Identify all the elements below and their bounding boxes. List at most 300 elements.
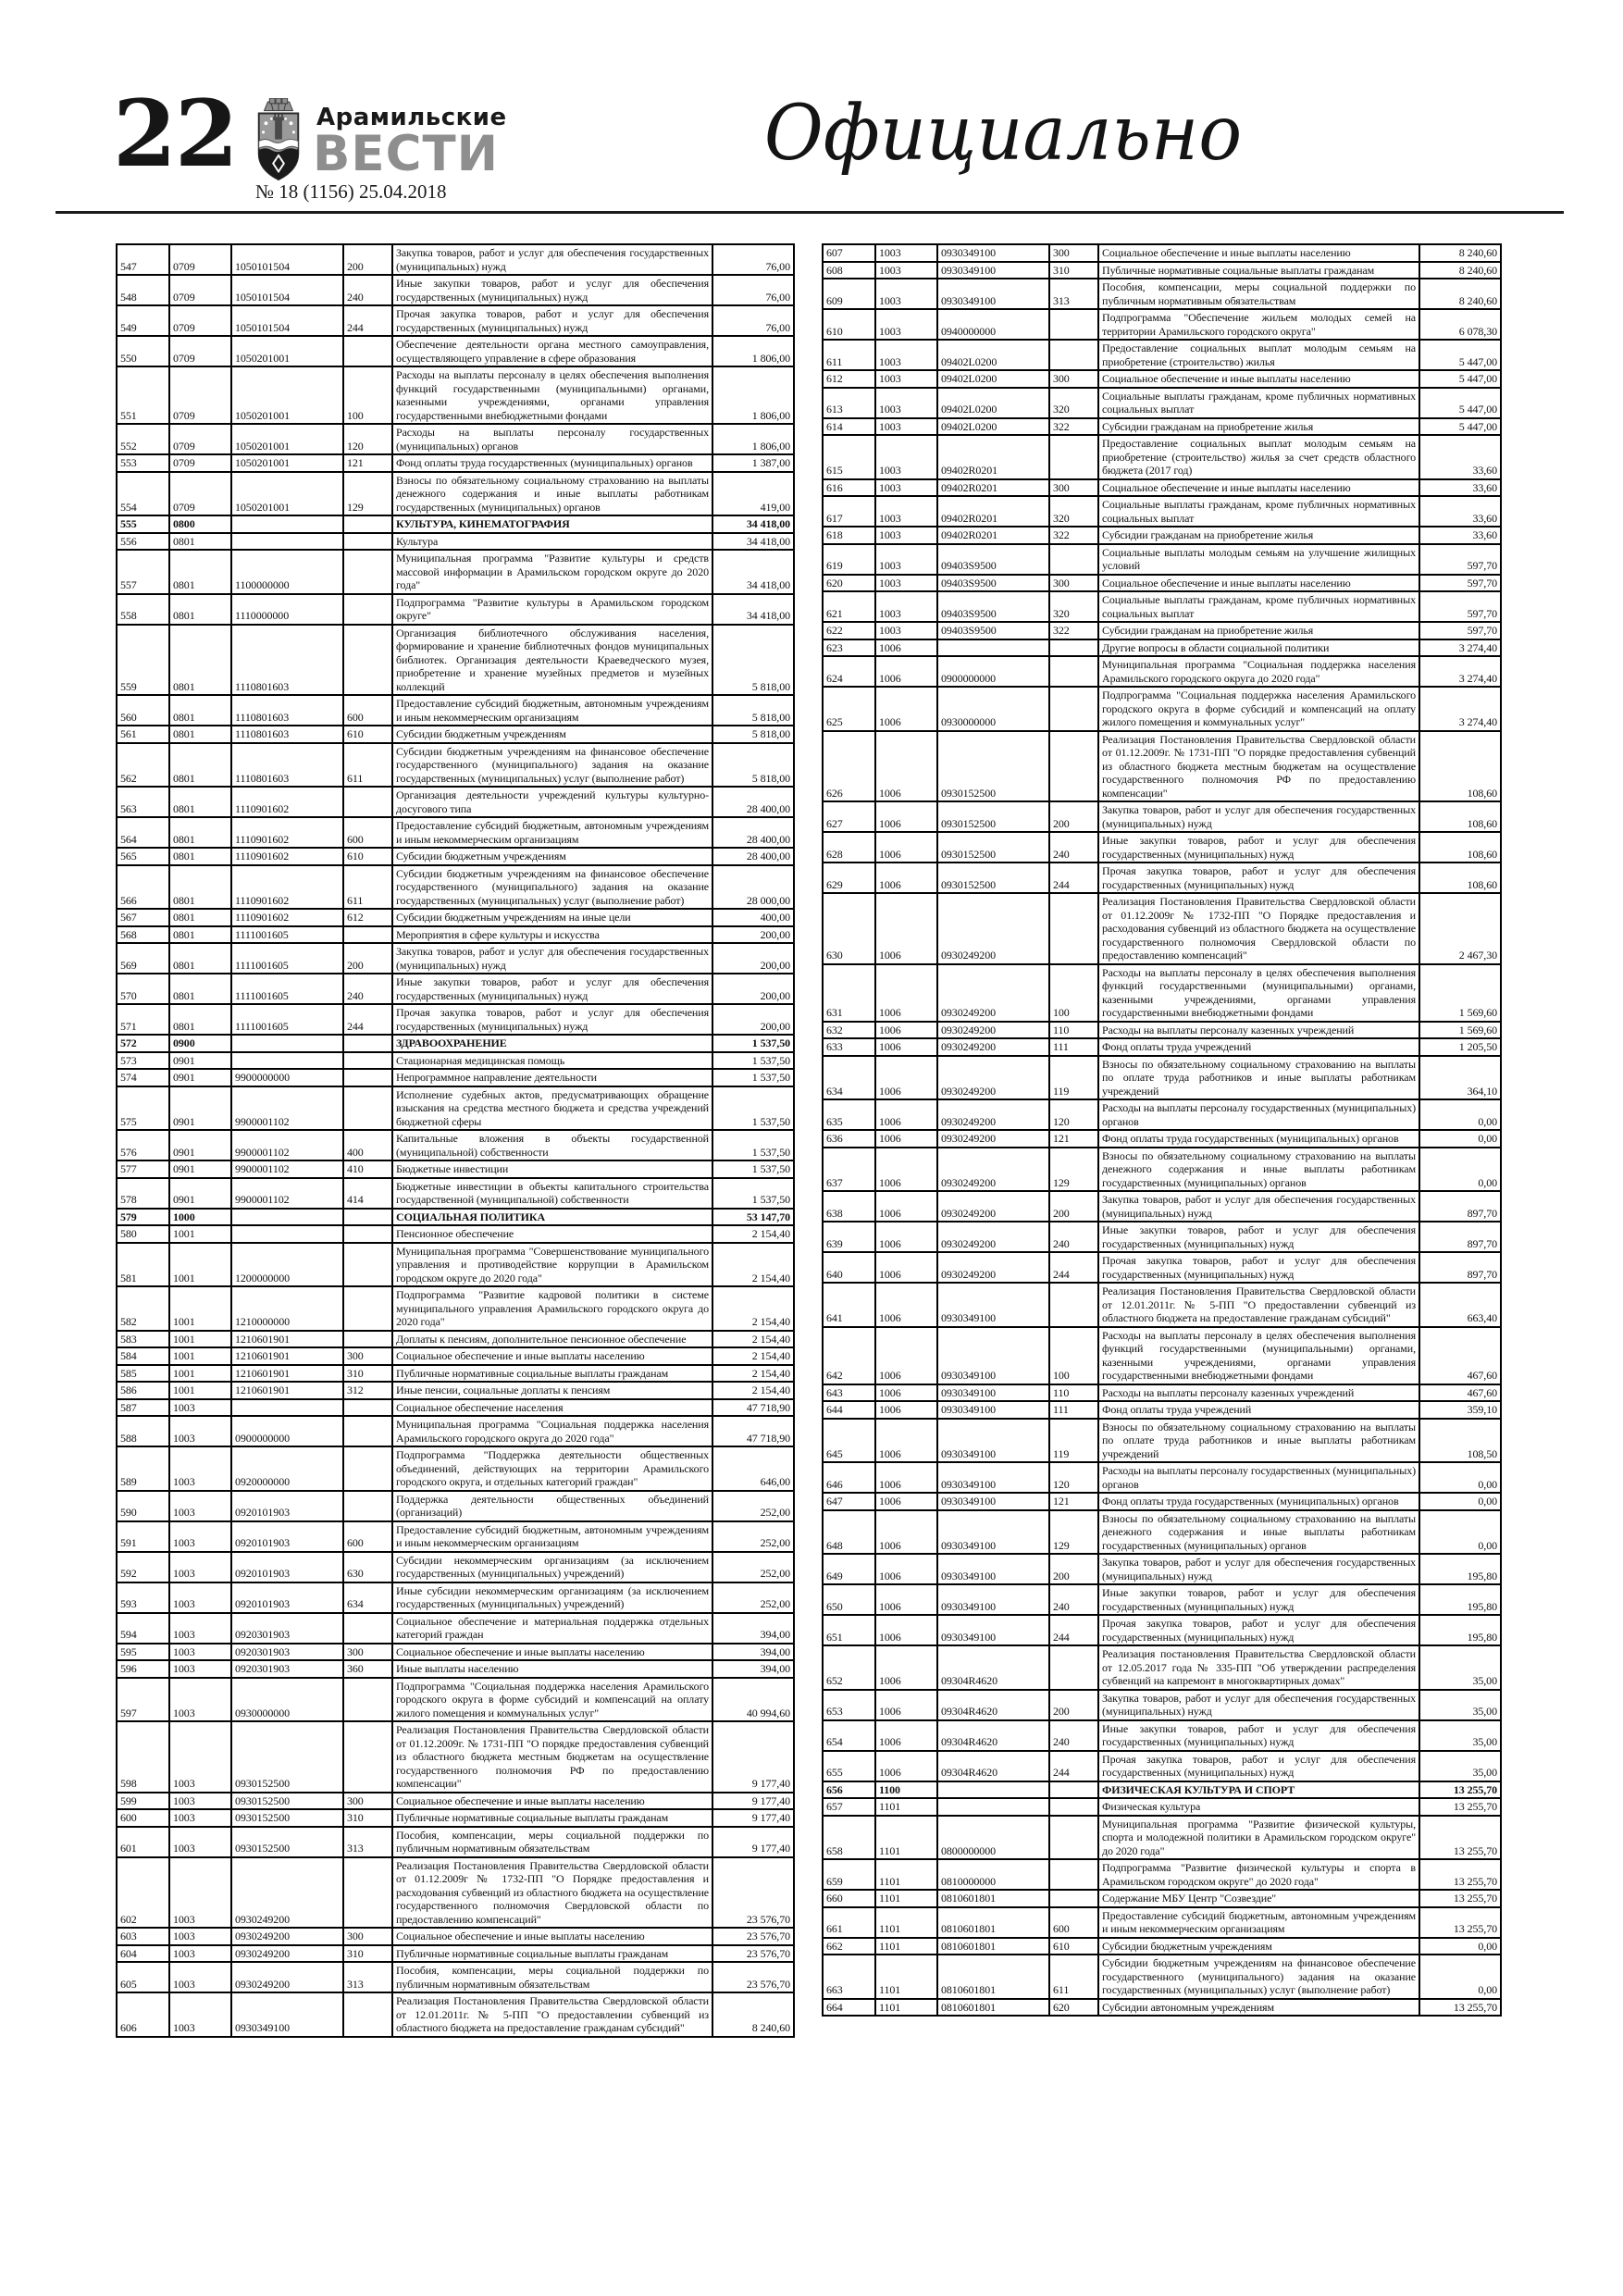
target-item-code-cell: 09402R0201 [937, 496, 1049, 527]
table-row [117, 625, 794, 696]
expense-name-cell: Субсидии бюджетным учреждениям [392, 726, 712, 743]
expense-type-code-cell: 240 [343, 974, 392, 1004]
expense-type-code-cell [343, 1052, 392, 1070]
expense-name-cell: Публичные нормативные социальные выплаты гражданам [392, 1809, 712, 1827]
target-item-code-cell: 0920101903 [231, 1491, 343, 1521]
section-code-cell: 1006 [875, 1384, 937, 1402]
expense-type-code-cell [1049, 1859, 1098, 1890]
table-row [117, 1225, 794, 1243]
expense-name-cell: Реализация Постановления Правительства Свердловской области от 12.01.2011г. № 5-ПП "О предоставлении субвенций из областного бюджета на предоставление гражданам субсидий" [392, 1992, 712, 2037]
row-number-cell: 608 [823, 262, 875, 279]
amount-cell: 1 537,50 [712, 1035, 794, 1052]
target-item-code-cell: 0930249200 [937, 1222, 1049, 1252]
expense-type-code-cell: 300 [1049, 575, 1098, 592]
section-code-cell: 1003 [169, 1552, 231, 1582]
section-code-cell: 1003 [169, 1660, 231, 1678]
target-item-code-cell: 1111001605 [231, 926, 343, 944]
amount-cell: 195,80 [1419, 1615, 1501, 1645]
expense-type-code-cell: 310 [343, 1809, 392, 1827]
expense-name-cell: Расходы на выплаты персоналу государственных (муниципальных) органов [1098, 1099, 1419, 1130]
page-number: 22 [113, 81, 237, 188]
expense-type-code-cell: 414 [343, 1178, 392, 1209]
row-number-cell: 554 [117, 472, 169, 516]
table-row [117, 1644, 794, 1661]
amount-cell: 0,00 [1419, 1955, 1501, 1999]
expense-type-code-cell [343, 1678, 392, 1722]
amount-cell: 9 177,40 [712, 1721, 794, 1793]
expense-type-code-cell [343, 1416, 392, 1446]
expense-name-cell: Иные закупки товаров, работ и услуг для обеспечения государственных (муниципальных) нужд [1098, 1222, 1419, 1252]
expense-name-cell: Взносы по обязательному социальному страхованию на выплаты денежного содержания и иные выплаты работникам государственных (муниципальных) органов [1098, 1510, 1419, 1555]
row-number-cell: 561 [117, 726, 169, 743]
table-row [823, 1462, 1501, 1493]
table-row [823, 1327, 1501, 1384]
target-item-code-cell: 0930152500 [937, 731, 1049, 802]
target-item-code-cell: 1050201001 [231, 472, 343, 516]
section-code-cell: 0801 [169, 1004, 231, 1035]
table-row [823, 1999, 1501, 2017]
table-row [823, 1584, 1501, 1615]
section-code-cell: 1101 [875, 1907, 937, 1938]
amount-cell: 13 255,70 [1419, 1798, 1501, 1816]
section-code-cell: 1003 [875, 622, 937, 639]
expense-type-code-cell: 300 [1049, 244, 1098, 262]
row-number-cell: 550 [117, 336, 169, 366]
expense-name-cell: Социальные выплаты молодым семьям на улучшение жилищных условий [1098, 544, 1419, 575]
target-item-code-cell: 0930349100 [937, 1493, 1049, 1510]
table-row [117, 1399, 794, 1417]
row-number-cell: 634 [823, 1056, 875, 1100]
expense-name-cell: Фонд оплаты труда государственных (муниципальных) органов [1098, 1130, 1419, 1148]
target-item-code-cell: 1110901602 [231, 787, 343, 817]
expense-type-code-cell: 129 [343, 472, 392, 516]
row-number-cell: 606 [117, 1992, 169, 2037]
expense-type-code-cell: 100 [343, 366, 392, 424]
row-number-cell: 555 [117, 515, 169, 533]
expense-name-cell: Субсидии бюджетным учреждениям [392, 848, 712, 865]
amount-cell: 597,70 [1419, 622, 1501, 639]
expense-name-cell: Закупка товаров, работ и услуг для обеспечения государственных (муниципальных) нужд [1098, 1191, 1419, 1222]
expense-type-code-cell: 110 [1049, 1022, 1098, 1039]
target-item-code-cell: 9900001102 [231, 1130, 343, 1160]
amount-cell: 13 255,70 [1419, 1999, 1501, 2017]
target-item-code-cell: 9900001102 [231, 1178, 343, 1209]
row-number-cell: 612 [823, 370, 875, 388]
table-row [117, 787, 794, 817]
amount-cell: 1 537,50 [712, 1086, 794, 1131]
expense-name-cell: Пособия, компенсации, меры социальной поддержки по публичным нормативным обязательствам [392, 1962, 712, 1992]
expense-type-code-cell: 320 [1049, 496, 1098, 527]
amount-cell: 23 576,70 [712, 1928, 794, 1945]
section-code-cell: 1003 [875, 262, 937, 279]
table-row [117, 909, 794, 926]
expense-name-cell: Расходы на выплаты персоналу государственных (муниципальных) органов [1098, 1462, 1419, 1493]
row-number-cell: 610 [823, 309, 875, 340]
expense-type-code-cell: 312 [343, 1382, 392, 1399]
row-number-cell: 574 [117, 1069, 169, 1086]
section-code-cell: 1101 [875, 1859, 937, 1890]
row-number-cell: 591 [117, 1521, 169, 1552]
section-code-cell: 1006 [875, 832, 937, 863]
table-row [117, 1962, 794, 1992]
table-row [117, 1552, 794, 1582]
section-code-cell: 1006 [875, 1462, 937, 1493]
table-row [823, 1554, 1501, 1584]
expense-name-cell: Муниципальная программа "Совершенствование муниципального управления и противодействие коррупции в Арамильском городском округе до 2020 года" [392, 1243, 712, 1287]
row-number-cell: 596 [117, 1660, 169, 1678]
table-row [117, 1827, 794, 1857]
table-row [823, 1781, 1501, 1799]
amount-cell: 3 274,40 [1419, 639, 1501, 657]
section-code-cell: 1101 [875, 1816, 937, 1860]
section-code-cell: 1006 [875, 1615, 937, 1645]
expense-name-cell: Субсидии бюджетным учреждениям на финансовое обеспечение государственного (муниципального) задания на оказание государственных (муниципальных) услуг (выполнение работ) [392, 743, 712, 788]
target-item-code-cell: 0930249200 [937, 1056, 1049, 1100]
section-code-cell: 1006 [875, 801, 937, 832]
row-number-cell: 628 [823, 832, 875, 863]
row-number-cell: 640 [823, 1252, 875, 1283]
section-code-cell: 1006 [875, 1038, 937, 1056]
row-number-cell: 594 [117, 1613, 169, 1644]
target-item-code-cell: 0930249200 [937, 964, 1049, 1022]
target-item-code-cell: 0930152500 [937, 801, 1049, 832]
row-number-cell: 575 [117, 1086, 169, 1131]
section-code-cell: 1003 [169, 1644, 231, 1661]
section-code-cell: 1003 [875, 435, 937, 479]
table-row [117, 1793, 794, 1810]
table-row [823, 435, 1501, 479]
expense-name-cell: Социальные выплаты гражданам, кроме публичных нормативных социальных выплат [1098, 591, 1419, 622]
section-code-cell: 1006 [875, 1099, 937, 1130]
target-item-code-cell: 0810000000 [937, 1859, 1049, 1890]
section-code-cell: 1006 [875, 893, 937, 964]
row-number-cell: 579 [117, 1209, 169, 1226]
section-code-cell: 0709 [169, 454, 231, 472]
amount-cell: 1 569,60 [1419, 1022, 1501, 1039]
table-row [117, 1660, 794, 1678]
expense-type-code-cell [343, 1086, 392, 1131]
row-number-cell: 598 [117, 1721, 169, 1793]
table-row [823, 340, 1501, 370]
row-number-cell: 587 [117, 1399, 169, 1417]
amount-cell: 76,00 [712, 244, 794, 275]
table-row [823, 863, 1501, 893]
expense-type-code-cell: 200 [1049, 1191, 1098, 1222]
table-row [117, 533, 794, 551]
amount-cell: 13 255,70 [1419, 1859, 1501, 1890]
expense-type-code-cell [343, 336, 392, 366]
aramil-coat-of-arms-icon [252, 98, 305, 183]
amount-cell: 34 418,00 [712, 533, 794, 551]
table-row [823, 1493, 1501, 1510]
expense-name-cell: Муниципальная программа "Развитие культуры и средств массовой информации в Арамильском городском округе до 2020 года" [392, 550, 712, 594]
row-number-cell: 576 [117, 1130, 169, 1160]
section-code-cell: 1003 [875, 527, 937, 544]
masthead-city-name: Арамильские [316, 104, 507, 131]
expense-type-code-cell: 100 [1049, 1327, 1098, 1384]
row-number-cell: 568 [117, 926, 169, 944]
row-number-cell: 618 [823, 527, 875, 544]
row-number-cell: 585 [117, 1365, 169, 1383]
expense-name-cell: Расходы на выплаты персоналу в целях обеспечения выполнения функций государственными (муниципальными) органами, казенными учреждениями, органами управления государственными внебюджетными фондами [1098, 1327, 1419, 1384]
table-row [823, 1130, 1501, 1148]
row-number-cell: 595 [117, 1644, 169, 1661]
expense-type-code-cell [343, 1286, 392, 1331]
expense-name-cell: Закупка товаров, работ и услуг для обеспечения государственных (муниципальных) нужд [392, 244, 712, 275]
target-item-code-cell: 1111001605 [231, 974, 343, 1004]
amount-cell: 23 576,70 [712, 1962, 794, 1992]
target-item-code-cell: 09403S9500 [937, 575, 1049, 592]
expense-type-code-cell: 120 [1049, 1462, 1098, 1493]
expense-name-cell: Расходы на выплаты персоналу казенных учреждений [1098, 1022, 1419, 1039]
section-code-cell: 1001 [169, 1225, 231, 1243]
expense-type-code-cell [343, 1069, 392, 1086]
expense-type-code-cell: 400 [343, 1130, 392, 1160]
header-divider [56, 211, 1564, 214]
section-code-cell: 1003 [875, 544, 937, 575]
expense-type-code-cell: 240 [1049, 1720, 1098, 1751]
table-row [823, 622, 1501, 639]
expense-name-cell: Социальное обеспечение и иные выплаты населению [392, 1928, 712, 1945]
expense-type-code-cell [343, 1035, 392, 1052]
section-code-cell: 1006 [875, 1510, 937, 1555]
table-row [823, 1938, 1501, 1955]
expense-type-code-cell: 300 [1049, 370, 1098, 388]
target-item-code-cell: 1050101504 [231, 244, 343, 275]
expense-type-code-cell: 313 [1049, 279, 1098, 309]
row-number-cell: 549 [117, 305, 169, 336]
expense-type-code-cell: 320 [1049, 591, 1098, 622]
table-row [117, 244, 794, 275]
table-row [117, 305, 794, 336]
row-number-cell: 641 [823, 1283, 875, 1327]
row-number-cell: 663 [823, 1955, 875, 1999]
amount-cell: 9 177,40 [712, 1793, 794, 1810]
target-item-code-cell: 1050101504 [231, 275, 343, 305]
target-item-code-cell: 0810601801 [937, 1907, 1049, 1938]
table-row [117, 1613, 794, 1644]
amount-cell: 2 154,40 [712, 1365, 794, 1383]
amount-cell: 33,60 [1419, 527, 1501, 544]
section-code-cell: 1003 [169, 1399, 231, 1417]
target-item-code-cell: 09402R0201 [937, 527, 1049, 544]
expense-type-code-cell: 129 [1049, 1510, 1098, 1555]
section-code-cell: 1003 [169, 1945, 231, 1963]
table-row [117, 1086, 794, 1131]
expense-name-cell: Доплаты к пенсиям, дополнительное пенсионное обеспечение [392, 1331, 712, 1348]
table-row [823, 591, 1501, 622]
amount-cell: 8 240,60 [712, 1992, 794, 2037]
target-item-code-cell: 1110801603 [231, 743, 343, 788]
target-item-code-cell: 09403S9500 [937, 591, 1049, 622]
amount-cell: 200,00 [712, 974, 794, 1004]
section-code-cell: 1006 [875, 1493, 937, 1510]
expense-type-code-cell [343, 1225, 392, 1243]
target-item-code-cell: 0930349100 [937, 1327, 1049, 1384]
target-item-code-cell [231, 1209, 343, 1226]
amount-cell: 1 806,00 [712, 366, 794, 424]
amount-cell: 34 418,00 [712, 515, 794, 533]
expense-name-cell: Социальное обеспечение и иные выплаты населению [392, 1793, 712, 1810]
expense-name-cell: Капитальные вложения в объекты государственной (муниципальной) собственности [392, 1130, 712, 1160]
row-number-cell: 656 [823, 1781, 875, 1799]
expense-type-code-cell [343, 1331, 392, 1348]
amount-cell: 200,00 [712, 943, 794, 974]
section-code-cell: 1006 [875, 656, 937, 687]
expense-type-code-cell: 310 [343, 1945, 392, 1963]
table-row [117, 695, 794, 726]
expense-type-code-cell: 322 [1049, 622, 1098, 639]
row-number-cell: 643 [823, 1384, 875, 1402]
row-number-cell: 635 [823, 1099, 875, 1130]
table-row [117, 848, 794, 865]
table-row [823, 496, 1501, 527]
row-number-cell: 590 [117, 1491, 169, 1521]
amount-cell: 35,00 [1419, 1645, 1501, 1690]
expense-name-cell: Предоставление субсидий бюджетным, автономным учреждениям и иным некоммерческим организациям [392, 817, 712, 848]
amount-cell: 1 537,50 [712, 1052, 794, 1070]
row-number-cell: 603 [117, 1928, 169, 1945]
amount-cell: 9 177,40 [712, 1809, 794, 1827]
target-item-code-cell: 0810601801 [937, 1890, 1049, 1907]
section-code-cell: 0801 [169, 926, 231, 944]
section-code-cell: 1006 [875, 1690, 937, 1720]
section-code-cell: 1006 [875, 1645, 937, 1690]
section-code-cell: 0801 [169, 787, 231, 817]
expense-name-cell: Социальные выплаты гражданам, кроме публичных нормативных социальных выплат [1098, 496, 1419, 527]
expense-type-code-cell: 121 [1049, 1130, 1098, 1148]
table-row [823, 964, 1501, 1022]
section-code-cell: 1003 [169, 1857, 231, 1929]
expense-type-code-cell: 240 [1049, 1222, 1098, 1252]
amount-cell: 13 255,70 [1419, 1907, 1501, 1938]
target-item-code-cell: 0930249200 [231, 1962, 343, 1992]
row-number-cell: 625 [823, 687, 875, 731]
amount-cell: 13 255,70 [1419, 1781, 1501, 1799]
row-number-cell: 619 [823, 544, 875, 575]
expense-name-cell: Расходы на выплаты персоналу государственных (муниципальных) органов [392, 424, 712, 454]
expense-type-code-cell: 244 [343, 1004, 392, 1035]
target-item-code-cell: 0930249200 [231, 1857, 343, 1929]
table-row [823, 1283, 1501, 1327]
section-code-cell: 1006 [875, 1419, 937, 1463]
target-item-code-cell: 09304R4620 [937, 1690, 1049, 1720]
expense-name-cell: Культура [392, 533, 712, 551]
section-code-cell: 0801 [169, 848, 231, 865]
table-row [117, 275, 794, 305]
section-code-cell: 0709 [169, 472, 231, 516]
section-code-cell: 1006 [875, 1191, 937, 1222]
expense-name-cell: Иные субсидии некоммерческим организациям (за исключением государственных (муниципальных) учреждений) [392, 1582, 712, 1613]
section-code-cell: 0901 [169, 1160, 231, 1178]
section-code-cell: 0801 [169, 594, 231, 625]
table-row [117, 472, 794, 516]
amount-cell: 252,00 [712, 1491, 794, 1521]
expense-type-code-cell: 200 [1049, 1554, 1098, 1584]
expense-name-cell: Прочая закупка товаров, работ и услуг для обеспечения государственных (муниципальных) нужд [1098, 1615, 1419, 1645]
section-code-cell: 0901 [169, 1086, 231, 1131]
table-row [117, 1160, 794, 1178]
section-code-cell: 0901 [169, 1052, 231, 1070]
expense-type-code-cell [343, 1992, 392, 2037]
expense-type-code-cell: 244 [1049, 1252, 1098, 1283]
expense-type-code-cell [1049, 656, 1098, 687]
section-code-cell: 1003 [169, 1827, 231, 1857]
row-number-cell: 616 [823, 479, 875, 497]
table-row [823, 1384, 1501, 1402]
table-row [823, 418, 1501, 436]
section-title: Официально [763, 90, 1243, 178]
row-number-cell: 604 [117, 1945, 169, 1963]
row-number-cell: 620 [823, 575, 875, 592]
row-number-cell: 571 [117, 1004, 169, 1035]
section-code-cell: 1003 [875, 244, 937, 262]
table-row [117, 1678, 794, 1722]
expense-type-code-cell [343, 1857, 392, 1929]
target-item-code-cell: 0930152500 [231, 1793, 343, 1810]
amount-cell: 897,70 [1419, 1252, 1501, 1283]
expense-type-code-cell: 111 [1049, 1038, 1098, 1056]
row-number-cell: 654 [823, 1720, 875, 1751]
expense-name-cell: Субсидии гражданам на приобретение жилья [1098, 418, 1419, 436]
section-code-cell: 1101 [875, 1999, 937, 2017]
budget-table-left-body [117, 244, 794, 2037]
section-code-cell: 1003 [875, 309, 937, 340]
row-number-cell: 664 [823, 1999, 875, 2017]
target-item-code-cell: 0930349100 [937, 1554, 1049, 1584]
target-item-code-cell: 09403S9500 [937, 544, 1049, 575]
target-item-code-cell: 0900000000 [231, 1416, 343, 1446]
section-code-cell: 1003 [169, 1928, 231, 1945]
amount-cell: 28 400,00 [712, 848, 794, 865]
target-item-code-cell [937, 1781, 1049, 1799]
row-number-cell: 653 [823, 1690, 875, 1720]
row-number-cell: 599 [117, 1793, 169, 1810]
row-number-cell: 569 [117, 943, 169, 974]
section-code-cell: 0709 [169, 424, 231, 454]
table-row [823, 1401, 1501, 1419]
table-row [117, 1209, 794, 1226]
row-number-cell: 639 [823, 1222, 875, 1252]
table-row [117, 1365, 794, 1383]
row-number-cell: 626 [823, 731, 875, 802]
expense-type-code-cell: 630 [343, 1552, 392, 1582]
target-item-code-cell: 0920101903 [231, 1552, 343, 1582]
row-number-cell: 562 [117, 743, 169, 788]
amount-cell: 0,00 [1419, 1099, 1501, 1130]
expense-name-cell: Субсидии гражданам на приобретение жилья [1098, 622, 1419, 639]
target-item-code-cell: 0920101903 [231, 1582, 343, 1613]
amount-cell: 23 576,70 [712, 1945, 794, 1963]
expense-name-cell: Социальное обеспечение и иные выплаты населению [392, 1347, 712, 1365]
target-item-code-cell: 09402R0201 [937, 479, 1049, 497]
section-code-cell: 1001 [169, 1365, 231, 1383]
amount-cell: 663,40 [1419, 1283, 1501, 1327]
amount-cell: 35,00 [1419, 1720, 1501, 1751]
table-row [823, 801, 1501, 832]
expense-name-cell: Подпрограмма "Развитие культуры в Арамильском городском округе" [392, 594, 712, 625]
row-number-cell: 627 [823, 801, 875, 832]
target-item-code-cell [231, 1225, 343, 1243]
expense-name-cell: Иные закупки товаров, работ и услуг для обеспечения государственных (муниципальных) нужд [1098, 1584, 1419, 1615]
row-number-cell: 560 [117, 695, 169, 726]
row-number-cell: 630 [823, 893, 875, 964]
table-row [117, 1857, 794, 1929]
expense-name-cell: Пенсионное обеспечение [392, 1225, 712, 1243]
amount-cell: 8 240,60 [1419, 244, 1501, 262]
table-row [823, 309, 1501, 340]
target-item-code-cell: 9900001102 [231, 1160, 343, 1178]
